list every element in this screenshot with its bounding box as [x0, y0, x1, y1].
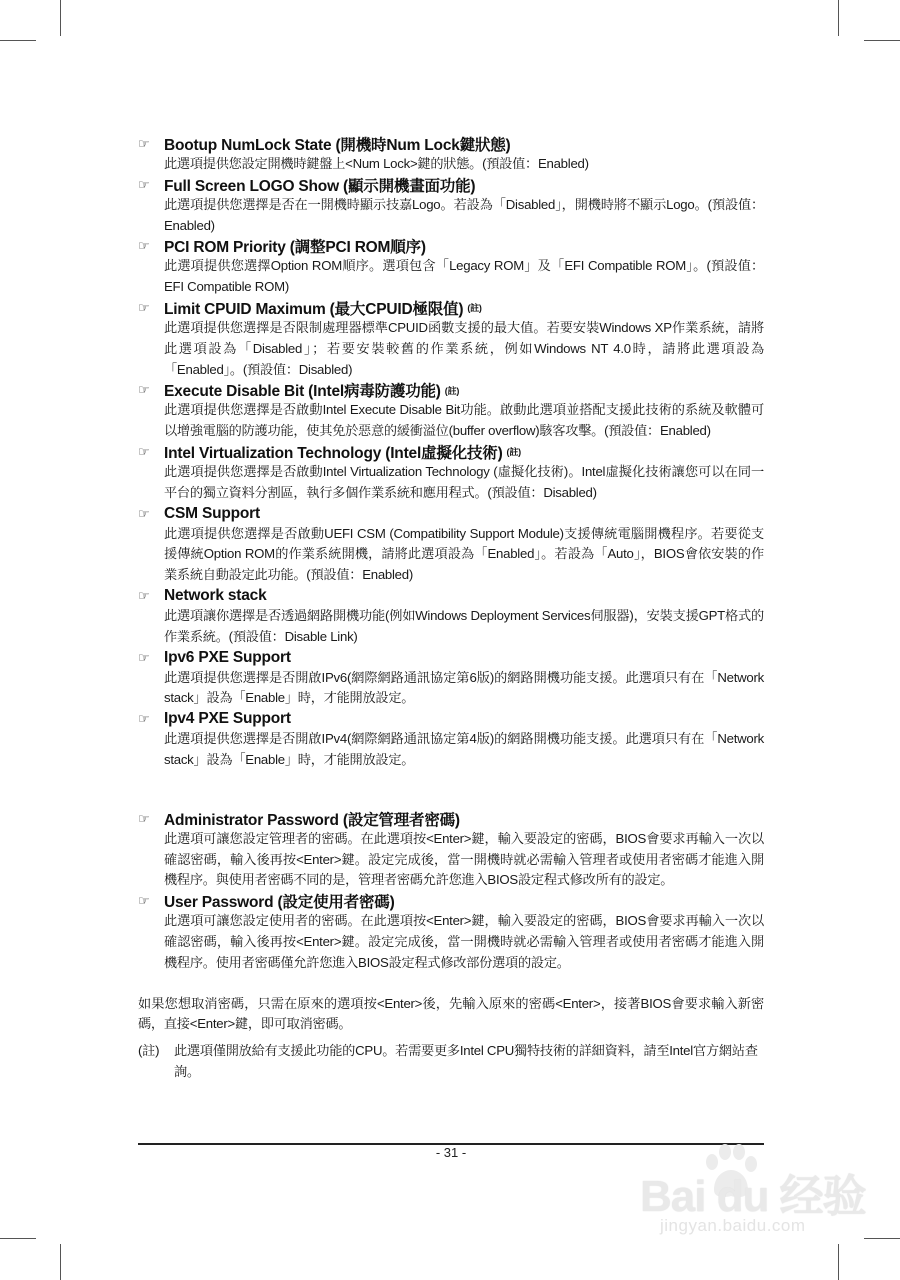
pointing-hand-icon: ☞	[138, 176, 150, 192]
option-title: Ipv4 PXE Support	[164, 710, 291, 728]
pointing-hand-icon: ☞	[138, 136, 150, 151]
option-title: Limit CPUID Maximum (最大CPUID極限值)	[164, 300, 464, 318]
crop-mark	[864, 1238, 900, 1239]
option-description: 此選項提供您選擇是否啟動UEFI CSM (Compatibility Support Module)支援傳統電腦開機程序。若要從支援傳統Option ROM的作業系統開機，請將此選項設為「Enabled」。若設為「Auto」，BIOS會依安裝的作業系統自動設定此功能。(預設值：Enabled)	[164, 525, 764, 583]
pointing-hand-icon: ☞	[138, 810, 150, 826]
watermark-logo: Bai du 经验	[640, 1172, 866, 1221]
pointing-hand-icon: ☞	[138, 382, 150, 398]
option-item-user-password	[138, 891, 764, 973]
bios-option-list	[138, 134, 764, 771]
option-title: Administrator Password (設定管理者密碼)	[164, 811, 460, 829]
pointing-hand-icon: ☞	[138, 587, 150, 603]
option-item-ipv4-pxe	[138, 709, 764, 771]
pointing-hand-icon: ☞	[138, 443, 150, 459]
option-description: 此選項可讓您設定使用者的密碼。在此選項按<Enter>鍵，輸入要設定的密碼，BIOS會要求再輸入一次以確認密碼，輸入後再按<Enter>鍵。設定完成後，當一開機時就必需輸入管理者或使用者密碼才能進入開機程序。使用者密碼僅允許您進入BIOS設定程式修改部份選項的設定。	[164, 913, 764, 970]
option-description: 此選項提供您選擇是否啟動Intel Execute Disable Bit功能。啟動此選項並搭配支援此技術的系統及軟體可以增強電腦的防護功能，使其免於惡意的緩衝溢位(buffer overflow)駭客攻擊。(預設值：Enabled)	[164, 402, 764, 439]
option-title: PCI ROM Priority (調整PCI ROM順序)	[164, 239, 426, 257]
crop-mark	[0, 40, 36, 41]
crop-mark	[0, 1238, 36, 1239]
footnote-label: (註)	[138, 1043, 160, 1059]
footnote-text: 此選項僅開放給有支援此功能的CPU。若需要更多Intel CPU獨特技術的詳細資料，請至Intel官方網站查詢。	[174, 1043, 758, 1079]
option-description: 此選項提供您設定開機時鍵盤上<Num Lock>鍵的狀態。(預設值：Enabled)	[164, 156, 589, 171]
option-title: Bootup NumLock State (開機時Num Lock鍵狀態)	[164, 137, 511, 154]
pointing-hand-icon: ☞	[138, 238, 150, 254]
option-item-execute-disable-bit	[138, 380, 764, 442]
option-title: CSM Support	[164, 504, 260, 522]
option-item-csm-support	[138, 504, 764, 586]
page-number: - 31 -	[435, 1145, 467, 1160]
option-item-full-screen-logo	[138, 175, 764, 237]
option-title: User Password (設定使用者密碼)	[164, 894, 395, 912]
crop-mark	[864, 40, 900, 41]
cancel-password-note: 如果您想取消密碼，只需在原來的選項按<Enter>後，先輸入原來的密碼<Enter>，接著BIOS會要求輸入新密碼，直接<Enter>鍵，即可取消密碼。	[138, 995, 764, 1032]
footnote-mark: (註)	[506, 447, 521, 458]
crop-mark	[60, 0, 61, 36]
pointing-hand-icon: ☞	[138, 649, 150, 665]
option-description: 此選項提供您選擇是否限制處理器標準CPUID函數支援的最大值。若要安裝Windows XP作業系統，請將此選項設為「Disabled」；若要安裝較舊的作業系統，例如Windows NT 4.0時，請將此選項設為「Enabled」。(預設值：Disabled)	[164, 319, 764, 377]
crop-mark	[60, 1244, 61, 1280]
option-description: 此選項提供您選擇是否在一開機時顯示技嘉Logo。若設為「Disabled」，開機時將不顯示Logo。(預設值：Enabled)	[164, 196, 764, 233]
watermark	[628, 1136, 868, 1246]
crop-mark	[838, 1244, 839, 1280]
option-item-intel-virtualization	[138, 442, 764, 504]
option-item-limit-cpuid	[138, 298, 764, 380]
pointing-hand-icon: ☞	[138, 711, 150, 727]
option-title: Execute Disable Bit (Intel病毒防護功能)	[164, 383, 441, 401]
option-item-bootup-numlock	[138, 134, 764, 175]
option-item-network-stack	[138, 586, 764, 648]
pointing-hand-icon: ☞	[138, 893, 150, 909]
option-title: Ipv6 PXE Support	[164, 648, 291, 666]
option-item-ipv6-pxe	[138, 648, 764, 710]
option-item-pci-rom-priority	[138, 236, 764, 298]
option-title: Intel Virtualization Technology (Intel虛擬化技術)	[164, 444, 503, 462]
option-description: 此選項提供您選擇Option ROM順序。選項包含「Legacy ROM」及「EFI Compatible ROM」。(預設值：EFI Compatible ROM)	[164, 258, 764, 295]
option-description: 此選項提供您選擇是否開啟IPv6(網際網路通訊協定第6版)的網路開機功能支援。此選項只有在「Network stack」設為「Enable」時，才能開放設定。	[164, 669, 764, 706]
footnote-mark: (註)	[467, 303, 482, 314]
pointing-hand-icon: ☞	[138, 505, 150, 521]
option-description: 此選項提供您選擇是否啟動Intel Virtualization Technology (虛擬化技術)。Intel虛擬化技術讓您可以在同一平台的獨立資料分割區，執行多個作業系統和應用程式。(預設值：Disabled)	[164, 463, 764, 500]
option-description: 此選項可讓您設定管理者的密碼。在此選項按<Enter>鍵，輸入要設定的密碼，BIOS會要求再輸入一次以確認密碼，輸入後再按<Enter>鍵。設定完成後，當一開機時就必需輸入管理者或使用者密碼才能進入開機程序。與使用者密碼不同的是，管理者密碼允許您進入BIOS設定程式修改所有的設定。	[164, 830, 764, 888]
crop-mark	[838, 0, 839, 36]
watermark-url: jingyan.baidu.com	[660, 1216, 806, 1235]
page-content	[138, 134, 764, 1083]
footnote-mark: (註)	[444, 385, 460, 396]
pointing-hand-icon: ☞	[138, 299, 150, 315]
option-description: 此選項提供您選擇是否開啟IPv4(網際網路通訊協定第4版)的網路開機功能支援。此選項只有在「Network stack」設為「Enable」時，才能開放設定。	[164, 731, 764, 767]
option-description: 此選項讓你選擇是否透過網路開機功能(例如Windows Deployment Services伺服器)，安裝支援GPT格式的作業系統。(預設值：Disable Link)	[164, 607, 764, 644]
option-item-administrator-password	[138, 809, 764, 891]
footnote	[138, 1041, 764, 1083]
option-title: Full Screen LOGO Show (顯示開機畫面功能)	[164, 177, 476, 195]
password-option-list	[138, 809, 764, 974]
option-title: Network stack	[164, 586, 267, 604]
